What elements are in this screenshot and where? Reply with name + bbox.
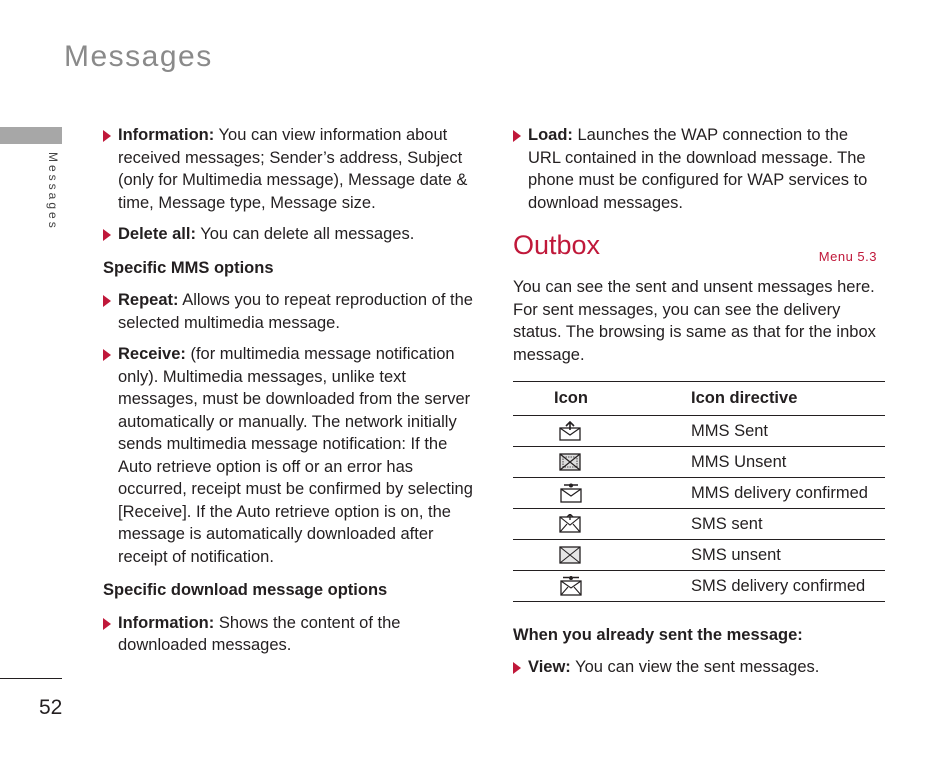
bullet-text: (for multimedia message notification only). Multimedia messages, unlike text messages, must be downloaded from the server automatically or manually. The network initially sends multimedia message notification: If the Auto retrieve option is off or an error has occurred, receipt must be confirmed by selecting [Receive]. If the Auto retrieve option is on, the message is automatically downloaded after receipt of notification.	[118, 345, 473, 566]
bullet-view	[513, 656, 885, 679]
outbox-section-header	[513, 230, 885, 270]
bullet-information	[103, 124, 475, 214]
bullet-text: Allows you to repeat reproduction of the selected multimedia message.	[118, 291, 473, 332]
bullet-arrow-icon	[103, 618, 111, 630]
bullet-arrow-icon	[103, 349, 111, 361]
column-header-directive: Icon directive	[691, 382, 885, 416]
icon-directive: MMS Sent	[691, 416, 885, 447]
bullet-text: You can view the sent messages.	[570, 657, 820, 676]
table-row	[513, 447, 885, 478]
table-header-row	[513, 382, 885, 416]
sms-sent-icon	[559, 514, 691, 534]
bullet-term: Receive:	[118, 345, 186, 363]
side-tab-marker	[0, 127, 62, 144]
sms-delivery-confirmed-icon	[559, 576, 691, 596]
page-number: 52	[39, 696, 63, 719]
bullet-arrow-icon	[103, 295, 111, 307]
table-row	[513, 478, 885, 509]
bullet-repeat	[103, 289, 475, 334]
mms-options-heading: Specific MMS options	[103, 258, 274, 277]
bullet-download-information	[103, 612, 475, 657]
menu-reference: Menu 5.3	[818, 249, 877, 264]
mms-unsent-icon	[559, 452, 691, 472]
bullet-load	[513, 124, 885, 214]
table-row	[513, 540, 885, 571]
footer-rule	[0, 678, 62, 679]
bullet-delete-all	[103, 223, 475, 246]
bullet-term: Delete all:	[118, 225, 196, 243]
outbox-intro: You can see the sent and unsent messages here. For sent messages, you can see the delivery status. The browsing is same as that for the inbox message.	[513, 278, 876, 364]
bullet-term: Repeat:	[118, 291, 179, 309]
column-header-icon: Icon	[513, 382, 691, 416]
bullet-text: Shows the content of the downloaded messages.	[118, 613, 401, 654]
bullet-term: Information:	[118, 126, 215, 144]
download-options-heading: Specific download message options	[103, 581, 388, 599]
page-title: Messages	[64, 40, 213, 73]
sms-unsent-icon	[559, 545, 691, 565]
icon-directive: SMS delivery confirmed	[691, 576, 866, 595]
bullet-text: Launches the WAP connection to the URL contained in the download message. The phone must be configured for WAP services to download messages.	[528, 126, 868, 212]
icon-directive: SMS unsent	[691, 540, 885, 571]
bullet-text: You can view information about received messages; Sender’s address, Subject (only for Multimedia message), Message date & time, Message type, Message size.	[118, 126, 468, 212]
left-column	[103, 124, 475, 666]
icon-table	[513, 381, 885, 602]
bullet-receive	[103, 343, 475, 568]
bullet-term: Load:	[528, 126, 573, 144]
bullet-text: You can delete all messages.	[195, 225, 415, 243]
side-tab-label: Messages	[46, 152, 60, 231]
mms-delivery-confirmed-icon	[559, 483, 691, 503]
icon-directive: MMS delivery confirmed	[691, 478, 885, 509]
bullet-arrow-icon	[103, 229, 111, 241]
table-row	[513, 571, 885, 602]
bullet-arrow-icon	[103, 130, 111, 142]
bullet-arrow-icon	[513, 662, 521, 674]
bullet-term: Information:	[118, 613, 215, 632]
bullet-term: View:	[528, 657, 571, 676]
bullet-arrow-icon	[513, 130, 521, 142]
table-row	[513, 416, 885, 447]
table-row	[513, 509, 885, 540]
sent-message-heading: When you already sent the message:	[513, 626, 803, 644]
right-column	[513, 124, 885, 687]
mms-sent-icon	[559, 421, 691, 441]
icon-directive: SMS sent	[691, 509, 885, 540]
section-title: Outbox	[513, 230, 601, 260]
icon-directive: MMS Unsent	[691, 447, 885, 478]
